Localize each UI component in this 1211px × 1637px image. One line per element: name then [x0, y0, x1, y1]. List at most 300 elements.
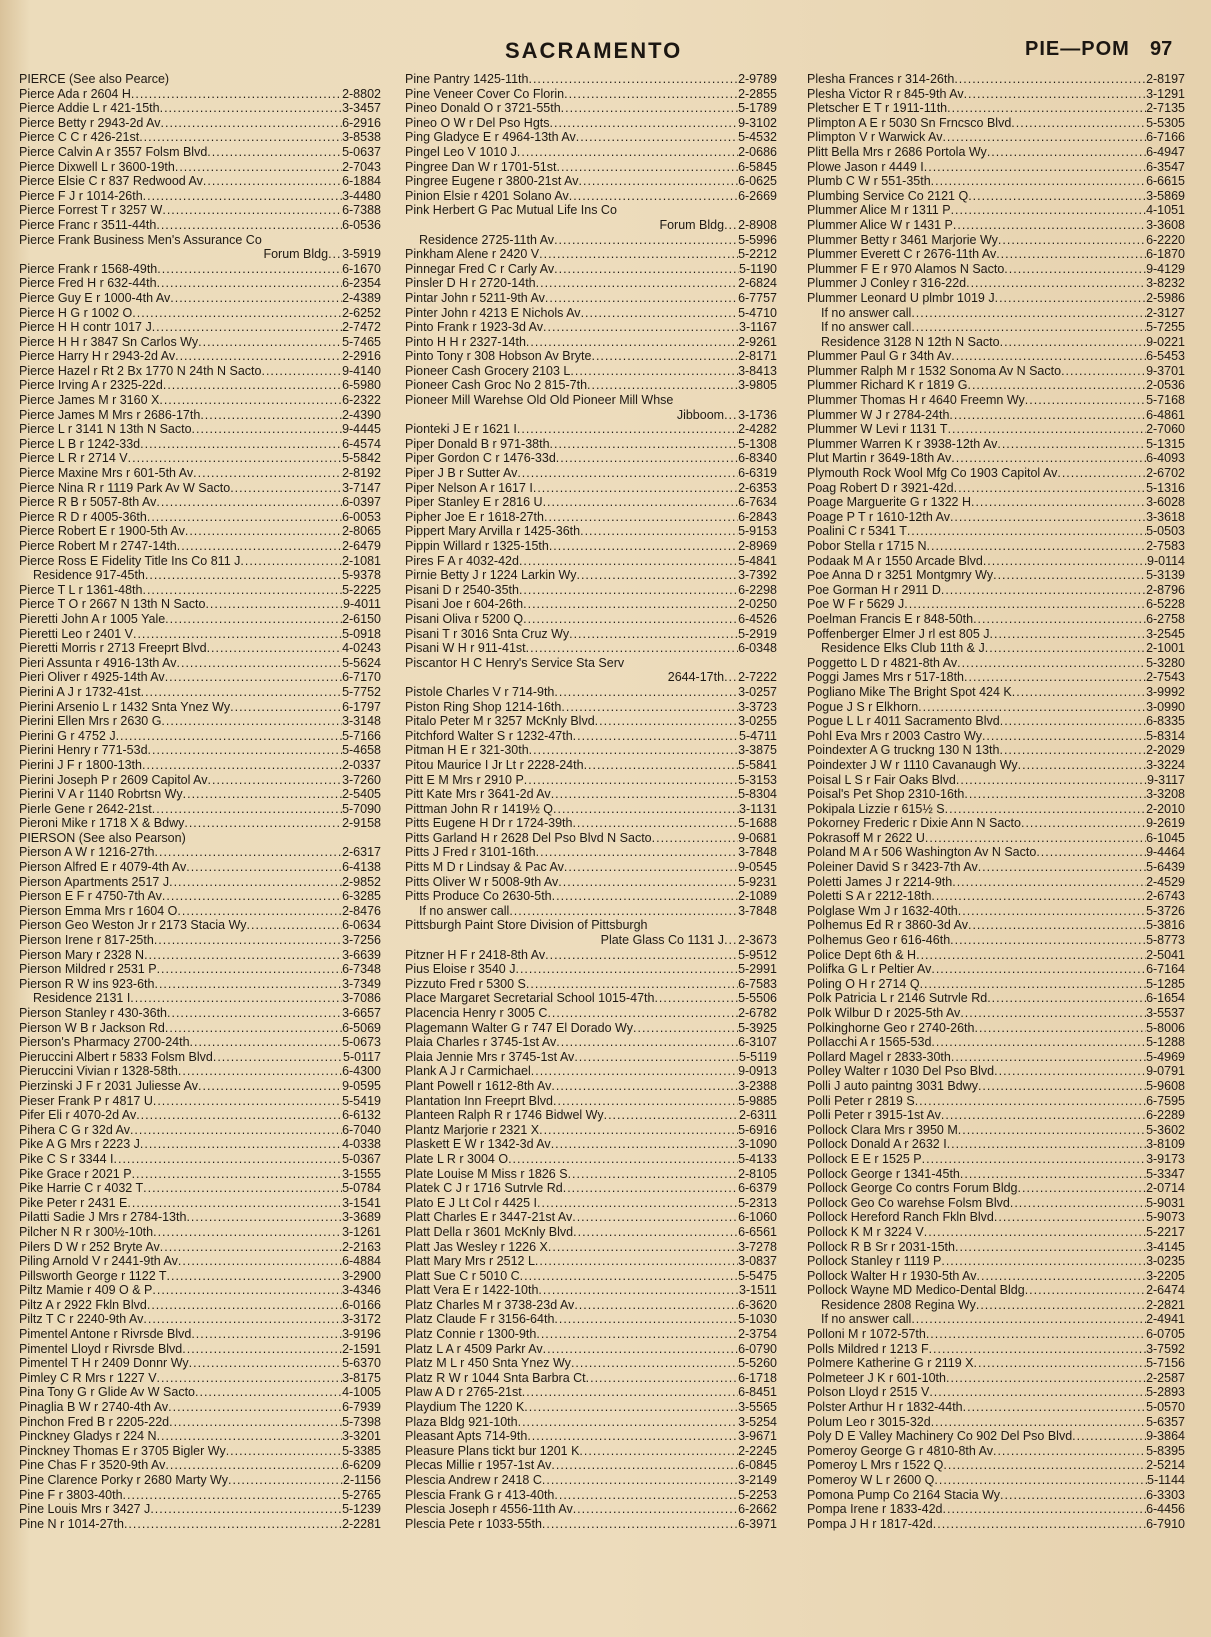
listing-name: Poelman Francis E r 848-50th — [807, 611, 974, 626]
listing-name: Pierce Forrest T r 3257 W — [19, 203, 163, 218]
listing-entry — [807, 203, 1185, 218]
listing-entry — [405, 875, 777, 890]
listing-phone: 3-3208 — [1146, 787, 1185, 802]
listing-entry — [405, 1269, 777, 1284]
leader-dots — [931, 174, 1146, 189]
listing-phone: 2-8476 — [342, 903, 381, 918]
listing-entry — [807, 233, 1185, 248]
listing-entry — [807, 583, 1185, 598]
listing-phone: 2-4529 — [1146, 874, 1185, 889]
listing-phone: 2-4390 — [342, 407, 381, 422]
listing-entry — [405, 349, 777, 364]
listing-name: Pollock Clara Mrs r 3950 M — [807, 1122, 958, 1137]
listing-name: Pierce Franc r 3511-44th — [19, 217, 157, 232]
listing-entry — [405, 481, 777, 496]
listing-name: Plummer Everett C r 2676-11th Av — [807, 247, 997, 262]
listing-entry — [405, 1488, 777, 1503]
listing-entry — [405, 160, 777, 175]
listing-name: Plummer Betty r 3461 Marjorie Wy — [807, 232, 998, 247]
leader-dots — [987, 991, 1146, 1006]
listing-phone: 9-0114 — [1147, 553, 1185, 568]
listing-name: Poindexter A G truckng 130 N 13th — [807, 743, 1000, 758]
leader-dots — [948, 422, 1147, 437]
leader-dots — [536, 845, 738, 860]
listing-entry — [807, 1269, 1185, 1284]
leader-dots — [161, 714, 342, 729]
listing-phone: 6-3971 — [738, 1516, 777, 1531]
leader-dots — [964, 787, 1146, 802]
listing-entry — [19, 1371, 381, 1386]
listing-phone: 5-5624 — [342, 655, 381, 670]
listing-entry — [405, 1473, 777, 1488]
listing-phone: 2-7543 — [1146, 670, 1185, 685]
leader-dots — [182, 1342, 342, 1357]
listing-phone: 3-2545 — [1146, 626, 1185, 641]
leader-dots — [572, 1210, 738, 1225]
listing-entry — [19, 1181, 381, 1196]
listing-name: Pogue J S r Elkhorn — [807, 699, 919, 714]
leader-dots — [523, 612, 738, 627]
listing-phone: 2-2281 — [342, 1516, 381, 1531]
listing-phone: 6-0845 — [738, 1458, 777, 1473]
listing-phone: 5-7168 — [1146, 393, 1185, 408]
listing-entry — [807, 597, 1185, 612]
listing-name: Plantation Inn Freeprt Blvd — [405, 1093, 553, 1108]
listing-entry — [807, 393, 1185, 408]
listing-name: Plummer J Conley r 316-22d — [807, 276, 967, 291]
listing-entry — [405, 218, 777, 233]
listing-phone: 2-2916 — [342, 349, 381, 364]
listing-phone: 6-5453 — [1146, 349, 1185, 364]
leader-dots — [213, 1050, 343, 1065]
listing-entry — [807, 568, 1185, 583]
leader-dots — [971, 495, 1146, 510]
leader-dots — [931, 1415, 1146, 1430]
listing-phone: 9-3701 — [1146, 363, 1185, 378]
leader-dots — [142, 758, 342, 773]
listing-name: Plimpton A E r 5030 Sn Frncsco Blvd — [807, 115, 1012, 130]
leader-dots — [161, 116, 343, 131]
listing-name: Plate L R r 3004 O — [405, 1151, 509, 1166]
listing-name: Pieroni Mike r 1718 X & Bdwy — [19, 816, 185, 831]
listing-name: Pike C S r 3344 I — [19, 1151, 114, 1166]
listing-column-1 — [19, 72, 381, 1632]
listing-entry — [19, 627, 381, 642]
leader-dots — [926, 1327, 1146, 1342]
leader-dots — [537, 1196, 738, 1211]
listing-entry — [807, 1240, 1185, 1255]
listing-phone: 3-3618 — [1146, 509, 1185, 524]
listing-entry — [807, 1473, 1185, 1488]
listing-name: Pike Peter r 2431 E — [19, 1195, 128, 1210]
city-title: SACRAMENTO — [505, 38, 683, 63]
listing-entry — [807, 539, 1185, 554]
leader-dots — [170, 291, 342, 306]
listing-entry — [19, 948, 381, 963]
listing-phone: 5-7166 — [342, 728, 381, 743]
listing-entry — [405, 539, 777, 554]
listing-name: Pingel Leo V 1010 J — [405, 144, 517, 159]
leader-dots — [183, 787, 342, 802]
listing-name: Platek C J r 1716 Sutrvle Rd — [405, 1181, 563, 1196]
listing-phone: 9-0913 — [738, 1064, 777, 1079]
listing-entry — [807, 1094, 1185, 1109]
listing-entry — [405, 203, 777, 218]
listing-phone: 6-2758 — [1146, 611, 1185, 626]
leader-dots — [169, 1415, 342, 1430]
leader-dots — [538, 1283, 739, 1298]
leader-dots — [929, 1342, 1146, 1357]
listing-entry — [405, 568, 777, 583]
listing-name: Pine Pantry 1425-11th — [405, 72, 529, 86]
listing-name: Plowe Jason r 4449 I — [807, 159, 924, 174]
listing-name: Pomeroy George G r 4810-8th Av — [807, 1443, 993, 1458]
listing-entry — [807, 1181, 1185, 1196]
listing-phone: 6-0166 — [342, 1297, 381, 1312]
leader-dots — [157, 262, 342, 277]
listing-entry — [807, 481, 1185, 496]
listing-phone: 2-9261 — [738, 334, 777, 349]
listing-phone: 6-7634 — [738, 495, 777, 510]
leader-dots — [157, 962, 342, 977]
listing-phone: 2-1001 — [1146, 641, 1185, 656]
leader-dots — [114, 1152, 343, 1167]
listing-phone: 3-3224 — [1146, 757, 1185, 772]
listing-entry — [405, 962, 777, 977]
listing-phone: 5-8773 — [1146, 933, 1185, 948]
listing-name: Pioneer Cash Grocery 2103 L — [405, 363, 571, 378]
leader-dots — [995, 291, 1146, 306]
leader-dots — [207, 641, 343, 656]
listing-entry — [405, 1123, 777, 1138]
leader-dots — [152, 320, 342, 335]
listing-entry — [807, 1210, 1185, 1225]
listing-name: Pierce Irving A r 2325-22d — [19, 378, 163, 393]
leader-dots — [927, 539, 1147, 554]
leader-dots — [947, 1137, 1146, 1152]
leader-dots — [523, 597, 738, 612]
leader-dots — [148, 743, 343, 758]
listing-entry — [405, 554, 777, 569]
listing-name: Polson Lloyd r 2515 V — [807, 1385, 930, 1400]
leader-dots — [724, 218, 738, 233]
leader-dots — [581, 306, 739, 321]
listing-phone: 6-1654 — [1146, 991, 1185, 1006]
listing-name: Pine Louis Mrs r 3427 J — [19, 1502, 151, 1517]
listing-entry — [807, 189, 1185, 204]
listing-name: Poe Anna D r 3251 Montgmry Wy — [807, 568, 994, 583]
listing-phone: 3-0235 — [1146, 1254, 1185, 1269]
listing-entry — [19, 889, 381, 904]
listing-name: Pike Harrie C r 4032 T — [19, 1181, 144, 1196]
listing-phone: 3-5565 — [738, 1400, 777, 1415]
listing-phone: 6-3285 — [342, 889, 381, 904]
listing-phone: 3-7392 — [738, 568, 777, 583]
listing-entry — [405, 1035, 777, 1050]
leader-dots — [1010, 1196, 1146, 1211]
listing-name: Pistole Charles V r 714-9th — [405, 684, 555, 699]
listing-entry — [19, 860, 381, 875]
listing-name: If no answer call — [821, 1312, 912, 1327]
leader-dots — [143, 1312, 342, 1327]
listing-entry — [807, 787, 1185, 802]
listing-name: Pierini Ellen Mrs r 2630 G — [19, 714, 162, 729]
leader-dots — [549, 539, 738, 554]
leader-dots — [551, 1458, 738, 1473]
leader-dots — [144, 948, 342, 963]
leader-dots — [128, 451, 342, 466]
leader-dots — [147, 510, 342, 525]
listing-phone: 3-9992 — [1146, 684, 1185, 699]
listing-name: Pineo O W r Del Pso Hgts — [405, 115, 550, 130]
leader-dots — [570, 364, 738, 379]
listing-phone: 6-2669 — [738, 188, 777, 203]
listing-entry — [19, 1415, 381, 1430]
listing-phone: 5-0117 — [343, 1049, 381, 1064]
listing-entry — [405, 1137, 777, 1152]
listing-name: Pitou Maurice I Jr Lt r 2228-24th — [405, 757, 584, 772]
listing-phone: 5-3385 — [342, 1443, 381, 1458]
leader-dots — [517, 145, 738, 160]
listing-entry — [405, 1458, 777, 1473]
leader-dots — [130, 1123, 342, 1138]
leader-dots — [189, 1356, 342, 1371]
listing-phone: 6-1870 — [1146, 247, 1185, 262]
listing-name: Pollock Stanley r 1119 P — [807, 1254, 942, 1269]
listing-entry — [405, 1502, 777, 1517]
listing-phone: 5-0570 — [1146, 1400, 1185, 1415]
listing-entry — [807, 962, 1185, 977]
listing-name: Pitts Garland H r 2628 Del Pso Blvd N Sacto — [405, 830, 652, 845]
listing-entry — [19, 116, 381, 131]
listing-name: Pollock E E r 1525 P — [807, 1151, 922, 1166]
listing-name: Police Dept 6th & H — [807, 947, 917, 962]
leader-dots — [184, 816, 342, 831]
listing-name: Pieretti John A r 1005 Yale — [19, 611, 166, 626]
listing-phone: 6-6561 — [738, 1224, 777, 1239]
listing-entry — [807, 247, 1185, 262]
listing-name: Pinter John r 4213 E Nichols Av — [405, 305, 581, 320]
listing-entry — [405, 451, 777, 466]
listing-phone: 6-0705 — [1146, 1327, 1185, 1342]
listing-phone: 3-6657 — [342, 1006, 381, 1020]
listing-name: Pierce Robert M r 2747-14th — [19, 539, 177, 553]
listing-name: Pierzinski J F r 2031 Juliesse Av — [19, 1078, 199, 1093]
leader-dots — [604, 1108, 739, 1123]
listing-entry — [405, 743, 777, 758]
leader-dots — [576, 568, 738, 583]
listing-name: Plummer Warren K r 3938-12th Av — [807, 436, 998, 451]
leader-dots — [920, 977, 1147, 992]
listing-entry — [405, 1517, 777, 1532]
listing-entry — [807, 1429, 1185, 1444]
listing-phone: 3-7260 — [342, 772, 381, 787]
listing-name: Plesha Victor R r 845-9th Av — [807, 86, 964, 101]
listing-entry — [807, 743, 1185, 758]
listing-name: Ping Gladyce E r 4964-13th Av — [405, 130, 576, 145]
leader-dots — [165, 670, 342, 685]
listing-entry — [807, 451, 1185, 466]
leader-dots — [155, 845, 343, 860]
listing-name: Pierce R D r 4005-36th — [19, 509, 147, 524]
leader-dots — [955, 1240, 1146, 1255]
listing-column-2 — [405, 72, 777, 1632]
listing-name: Pierce H H contr 1017 J — [19, 320, 152, 335]
listing-phone: 6-7595 — [1146, 1093, 1185, 1108]
listing-phone: 5-5419 — [342, 1093, 381, 1108]
listing-name: Poling O H r 2714 Q — [807, 976, 920, 991]
listing-entry — [19, 466, 381, 481]
leader-dots — [580, 524, 738, 539]
leader-dots — [950, 933, 1146, 948]
leader-dots — [153, 1225, 342, 1240]
leader-dots — [1000, 714, 1146, 729]
listing-phone: 6-3303 — [1146, 1487, 1185, 1502]
listing-name: Polli J auto paintng 3031 Bdwy — [807, 1078, 978, 1093]
listing-entry — [19, 174, 381, 189]
leader-dots — [552, 889, 738, 904]
listing-name: Plato E J Lt Col r 4425 I — [405, 1195, 538, 1210]
listing-name: Pokrasoff M r 2622 U — [807, 830, 925, 845]
listing-name: Pike Grace r 2021 P — [19, 1166, 132, 1181]
listing-phone: 3-6028 — [1146, 495, 1185, 510]
listing-name: Polli Peter r 2819 S — [807, 1093, 915, 1108]
listing-name: Polglase Wm J r 1632-40th — [807, 903, 958, 918]
leader-dots — [931, 962, 1146, 977]
listing-phone: 6-6615 — [1146, 174, 1185, 189]
listing-phone: 5-6439 — [1146, 860, 1185, 875]
listing-name: Pierce Frank Business Men's Assurance Co — [19, 232, 262, 247]
leader-dots — [519, 583, 738, 598]
listing-name: Pitzner H F r 2418-8th Av — [405, 947, 546, 962]
listing-entry — [405, 1342, 777, 1357]
listing-phone: 2-6252 — [342, 305, 381, 320]
leader-dots — [967, 378, 1146, 393]
listing-phone: 5-9231 — [738, 874, 777, 889]
listing-entry — [405, 408, 777, 423]
listing-entry — [807, 627, 1185, 642]
listing-entry — [807, 276, 1185, 291]
listing-phone: 3-4346 — [342, 1283, 381, 1298]
listing-name: Pierce Calvin A r 3557 Folsm Blvd — [19, 144, 208, 159]
leader-dots — [533, 481, 738, 496]
leader-dots — [509, 904, 738, 919]
listing-name: Pierson Mildred r 2531 P — [19, 962, 157, 977]
leader-dots — [924, 1225, 1146, 1240]
listing-entry — [807, 1298, 1185, 1313]
listing-phone: 9-4445 — [342, 422, 381, 437]
listing-name: Pierini Henry r 771-53d — [19, 743, 148, 758]
listing-entry — [405, 1021, 777, 1036]
listing-phone: 5-4710 — [738, 305, 777, 320]
listing-phone: 3-4480 — [342, 188, 381, 203]
leader-dots — [978, 1079, 1146, 1094]
listing-phone: 6-0348 — [738, 641, 777, 656]
listing-name: Pitts Oliver W r 5008-9th Av — [405, 874, 559, 889]
listing-entry — [405, 1079, 777, 1094]
listing-entry — [807, 262, 1185, 277]
leader-dots — [997, 437, 1146, 452]
leader-dots — [974, 1021, 1146, 1036]
listing-name: Pierce Harry H r 2943-2d Av — [19, 349, 176, 364]
leader-dots — [531, 1064, 738, 1079]
leader-dots — [579, 1444, 738, 1459]
listing-phone: 2-8192 — [342, 466, 381, 481]
listing-name: Pierini V A r 1140 Robrtsn Wy — [19, 787, 183, 802]
listing-entry — [19, 918, 381, 933]
leader-dots — [143, 1181, 342, 1196]
leader-dots — [127, 1196, 342, 1211]
listing-name: Pimentel Antone r Rivrsde Blvd — [19, 1327, 192, 1342]
listing-name: Platt Charles E r 3447-21st Av — [405, 1210, 573, 1225]
leader-dots — [1025, 1283, 1146, 1298]
listing-name: Plantz Marjorie r 2321 X — [405, 1122, 540, 1137]
leader-dots — [124, 1517, 342, 1532]
listing-phone: 6-2843 — [738, 509, 777, 524]
listing-name: Piper J B r Sutter Av — [405, 466, 518, 481]
listing-name: Pierson Irene r 817-25th — [19, 933, 154, 948]
listing-name: Polmere Katherine G r 2119 X — [807, 1356, 974, 1371]
listing-entry — [807, 1123, 1185, 1138]
leader-dots — [1072, 1429, 1146, 1444]
listing-name: Pollard Magel r 2833-30th — [807, 1049, 951, 1064]
listing-entry — [19, 1108, 381, 1123]
leader-dots — [564, 860, 738, 875]
leader-dots — [550, 116, 739, 131]
listing-entry — [807, 831, 1185, 846]
listing-entry — [19, 524, 381, 539]
leader-dots — [154, 977, 342, 992]
listing-phone: 5-2893 — [1146, 1385, 1185, 1400]
listing-phone: 5-5475 — [738, 1268, 777, 1283]
listing-name: Pierce L B r 1242-33d — [19, 436, 141, 451]
leader-dots — [536, 276, 738, 291]
listing-entry — [19, 1298, 381, 1313]
listing-name: Plank A J r Carmichael — [405, 1064, 531, 1079]
listing-phone: 4-1051 — [1146, 203, 1185, 218]
listing-phone: 2-7583 — [1146, 539, 1185, 553]
listing-name: Piling Arnold V r 2441-9th Av — [19, 1254, 178, 1269]
leader-dots — [942, 130, 1146, 145]
listing-phone: 2-9789 — [738, 72, 777, 86]
listing-phone: 3-1291 — [1146, 86, 1185, 101]
leader-dots — [996, 247, 1146, 262]
listing-name: Poggi James Mrs r 517-18th — [807, 670, 965, 685]
listing-phone: 3-1541 — [342, 1195, 381, 1210]
listing-name: Poe Gorman H r 2911 D — [807, 582, 941, 597]
listing-name: Pilatti Sadie J Mrs r 2784-13th — [19, 1210, 187, 1225]
listing-phone: 2-4282 — [738, 422, 777, 437]
listing-entry — [19, 1021, 381, 1036]
listing-phone: 2-4941 — [1146, 1312, 1185, 1327]
leader-dots — [983, 554, 1147, 569]
listing-entry — [19, 364, 381, 379]
listing-phone: 3-0990 — [1146, 699, 1185, 714]
listing-phone: 3-7349 — [342, 976, 381, 991]
listing-name: Pierce C C r 426-21st — [19, 130, 140, 145]
listing-phone: 5-4969 — [1146, 1049, 1185, 1064]
listing-entry — [19, 1210, 381, 1225]
listing-phone: 6-1884 — [342, 174, 381, 189]
listing-entry — [405, 700, 777, 715]
listing-entry — [405, 845, 777, 860]
listing-name: Pitt Kate Mrs r 3641-2d Av — [405, 787, 551, 802]
leader-dots — [168, 1400, 342, 1415]
listing-phone: 6-4456 — [1146, 1502, 1185, 1517]
leader-dots — [554, 1312, 738, 1327]
leader-dots — [520, 1269, 738, 1284]
listing-phone: 5-0673 — [342, 1035, 381, 1050]
